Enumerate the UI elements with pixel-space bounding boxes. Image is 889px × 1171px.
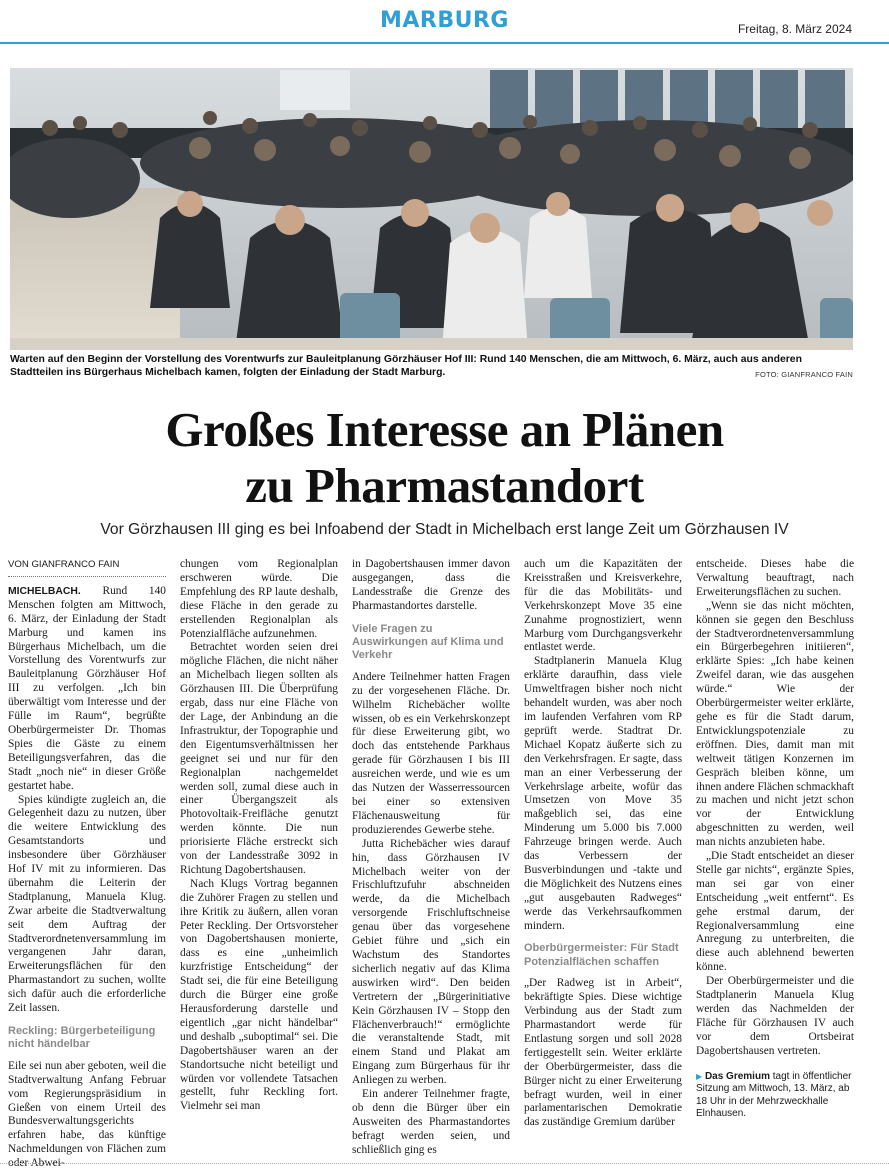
paragraph: Eile sei nun aber geboten, weil die Stadtverwaltung Anfang Februar vom Regierungspräsidium in Gießen von einem Urteil des Bundesverwaltungsgerichts erfahren habe, das künftige Nachmeldungen von Flächen zum oder Abwei- [8,1059,166,1170]
paragraph: MICHELBACH. Rund 140 Menschen folgten am Mittwoch, 6. März, der Einladung der Stadt Marburg und kamen ins Bürgerhaus Michelbach, um die Vorstellung des Vorentwurfs zur Bauleitplanung Görzhäuser Hof III zu verfolgen. „Ich bin überwältigt vom Interesse und der Fülle im Raum“, begrüßte Oberbürgermeister Dr. Thomas Spies die Gäste zu einem Beteiligungsverfahren, das die Stadt „noch nie“ in dieser Größe gestartet habe. [8,584,166,792]
photo-credit: FOTO: GIANFRANCO FAIN [755,370,853,379]
column-5 [696,558,854,1121]
column-3 [352,558,510,1158]
intertitle: Oberbürgermeister: Für Stadt Potenzialflächen schaffen [524,942,679,968]
info-note [696,1071,854,1121]
audience-photo-illustration [10,68,853,350]
section-title: MARBURG [380,8,509,33]
headline-line-1: Großes Interesse an Plänen [165,402,724,457]
intertitle: Reckling: Bürgerbeteiligung nicht händelbar [8,1025,156,1051]
column-2 [180,558,338,1114]
photo-caption: Warten auf den Beginn der Vorstellung des Vorentwurfs zur Bauleitplanung Görzhäuser Hof III: Rund 140 Menschen, die am Mittwoch, 6. März, auch aus anderen Stadtteilen ins Bürgerhaus Michelbach kamen, folgten der Einladung der Stadt Marburg. [10,354,802,378]
paragraph: Andere Teilnehmer hatten Fragen zu der vorgesehenen Fläche. Dr. Wilhelm Richebächer wollte wissen, ob es ein Verkehrskonzept für diese Erweiterung gibt, wo doch das entstehende Parkhaus gerade für Görzhausen I bis III ausreichen werde, und wie es um das Nutzen der Wasserressourcen bei einer so extensiven Flächenausweitung für produzierendes Gewerbe stehe. [352,670,510,836]
subheadline: Vor Görzhausen III ging es bei Infoabend der Stadt in Michelbach erst lange Zeit um Görzhausen IV [100,521,789,538]
paragraph: Spies kündigte zugleich an, die Gelegenheit dazu zu nutzen, über die weitere Entwicklung des Gesamtstandorts und insbesondere über Görzhäuser Hof IV mit zu informieren. Das übernahm die Leiterin der Stadtplanung, Manuela Klug. Zwar arbeite die Stadtverwaltung seit dem Auftrag der Stadtverordnetenversammlung im vergangenen Jahr daran, Erweiterungsflächen für den Pharmastandort zu suchen, wollte sich dafür auch die erforderliche Zeit lassen. [8,793,166,1015]
paragraph: „Die Stadt entscheidet an dieser Stelle gar nichts“, ergänzte Spies, man sei gar von einer Entscheidung „weit entfernt“. Es gehe erstmal darum, der Regionalversammlung eine Anregung zu unterbreiten, die diese auch ablehnend bewerten könne. [696,850,854,974]
paragraph: Betrachtet worden seien drei mögliche Flächen, die nicht näher an Michelbach liegen sollten als Görzhausen III. Die Überprüfung ergab, dass nur eine Fläche von der Lage, der Anbindung an die Infrastruktur, der Topographie und den Eigentumsverhältnissen her geeignet sei und nur für den Regionalplan nachgemeldet werden soll, zumal diese auch in einer Übergangszeit als Photovoltaik-Freifläche genutzt werden könnte. Die nun priorisierte Fläche erstreckt sich von der Landesstraße 3092 in Richtung Dagobertshausen. [180,641,338,876]
masthead [0,0,889,44]
paragraph: in Dagobertshausen immer davon ausgegangen, dass die Landesstraße die Grenze des Pharmastandortes darstelle. [352,558,510,612]
info-note-text: tagt in öffentlicher Sitzung am Mittwoch, 13. März, ab 18 Uhr in der Mehrzweckhalle Elnhausen. [696,1070,852,1120]
headline-line-2: zu Pharmastandort [245,458,644,513]
column-4 [524,558,682,1130]
paragraph: Der Oberbürgermeister und die Stadtplanerin Manuela Klug werden das Nachmelden der Fläche für Görzhausen IV auch vor dem Ortsbeirat Dagobertshausen vertreten. [696,975,854,1057]
paragraph: „Wenn sie das nicht möchten, können sie gegen den Beschluss der Stadtverordnetenversammlung ein Bürgerbegehren initiieren“, erklärte Spies: „Ich habe keinen Zweifel daran, wie das ausgehen würde.“ Wie der Oberbürgermeister weiter erklärte, gehe es für die Stadt darum, Entwicklungspotenziale zu eröffnen. Dies, damit man mit weltweit tätigen Konzernen im Gespräch bleiben könne, um ihnen andere Flächen schmackhaft zu machen und nicht jetzt schon vor der Entwicklung abgeschnitten zu werden, weil man nichts anzubieten habe. [696,599,854,849]
headline [0,402,889,514]
paragraph: „Der Radweg ist in Arbeit“, bekräftigte Spies. Diese wichtige Verbindung aus der Stadt zum Pharmastandort werde für Entlastung sorgen und soll 2028 fertiggestellt sein. Weiter erklärte der Oberbürgermeister, dass die Bürger nicht zu einer Erweiterung befragt wurden, weil in einer parlamentarischen Demokratie das zuständige Gremium darüber [524,977,682,1129]
paragraph: Stadtplanerin Manuela Klug erklärte daraufhin, dass viele Umweltfragen bisher noch nicht behandelt wurden, was aber noch im laufenden Verfahren vom RP geprüft werde. Stadtrat Dr. Michael Kopatz äußerte sich zu den Verkehrsfragen. Er sagte, dass man an einer Verbesserung der Verkehrslage arbeite, wofür das Umsetzen von Move 35 maßgeblich sei, das eine Minderung um 5.000 bis 7.000 Fahrzeuge bringen werde. Auch das Verbessern der Busverbindungen und -takte und die Möglichkeit des Nutzens eines „gut ausgebauten Radweges“ werde das Verkehrsaufkommen mindern. [524,655,682,932]
dateline: MICHELBACH. [8,585,81,597]
paragraph: entscheide. Dieses habe die Verwaltung beauftragt, nach Erweiterungsflächen zu suchen. [696,558,854,598]
column-1 [8,558,166,1171]
bottom-rule [0,1163,889,1164]
paragraph: auch um die Kapazitäten der Kreisstraßen und Kreisverkehre, für die das Mobilitäts- und Verkehrskonzept Move 35 eine Zunahme prognostiziert, wenn Marburg vom Durchgangsverkehr entlastet werde. [524,558,682,654]
triangle-icon: ▶ [696,1071,703,1081]
paragraph: chungen vom Regionalplan erschweren würde. Die Empfehlung des RP laute deshalb, diese Fläche in den gerade zu erstellenden Regionalplan als Potenzialfläche aufzunehmen. [180,558,338,640]
info-note-label: Das Gremium [704,1070,770,1082]
paragraph: Nach Klugs Vortrag begannen die Zuhörer Fragen zu stellen und ihre Kritik zu äußern, allen voran Peter Reckling. Der Ortsvorsteher von Dagobertshausen monierte, dass es eine „unheimlich kurzfristige Entscheidung“ der Stadt sei, die für eine Beteiligung durch die Bürger eine große Herausforderung darstelle und eigentlich „gar nicht händelbar“ und deshalb „suboptimal“ sei. Die Dagobertshäuser waren an der Standortsuche nicht beteiligt und würden vor vollendete Tatsachen gestellt, fuhr Reckling fort. Vielmehr sei man [180,877,338,1113]
issue-date: Freitag, 8. März 2024 [737,22,852,36]
event-photo [10,68,853,350]
byline: VON GIANFRANCO FAIN [8,558,166,577]
article-body [8,558,854,1170]
paragraph: Ein anderer Teilnehmer fragte, ob denn die Bürger über ein Ausweiten des Pharmastandortes befragt werden seien, und schließlich ging es [352,1088,510,1156]
intertitle: Viele Fragen zu Auswirkungen auf Klima und Verkehr [352,622,504,662]
paragraph: Jutta Richebächer wies darauf hin, dass Görzhausen IV Michelbach weiter von der Frischluftzufuhr abschneiden werde, da die Michelbach versorgende Frischluftschneise genau über das vorgesehene Gebiet führe und „sich ein Wachstum des Standortes sicherlich negativ auf das Klima auswirken wird“. Den beiden Vertretern der „Bürgerinitiative Kein Görzhausen IV – Stopp den Flächenverbrauch!“ ermöglichte die veranstaltende Stadt, mit einem Stand und Plakat am Eingang zum Bürgerhaus für ihr Anliegen zu werben. [352,837,510,1087]
masthead-rule [0,42,889,44]
